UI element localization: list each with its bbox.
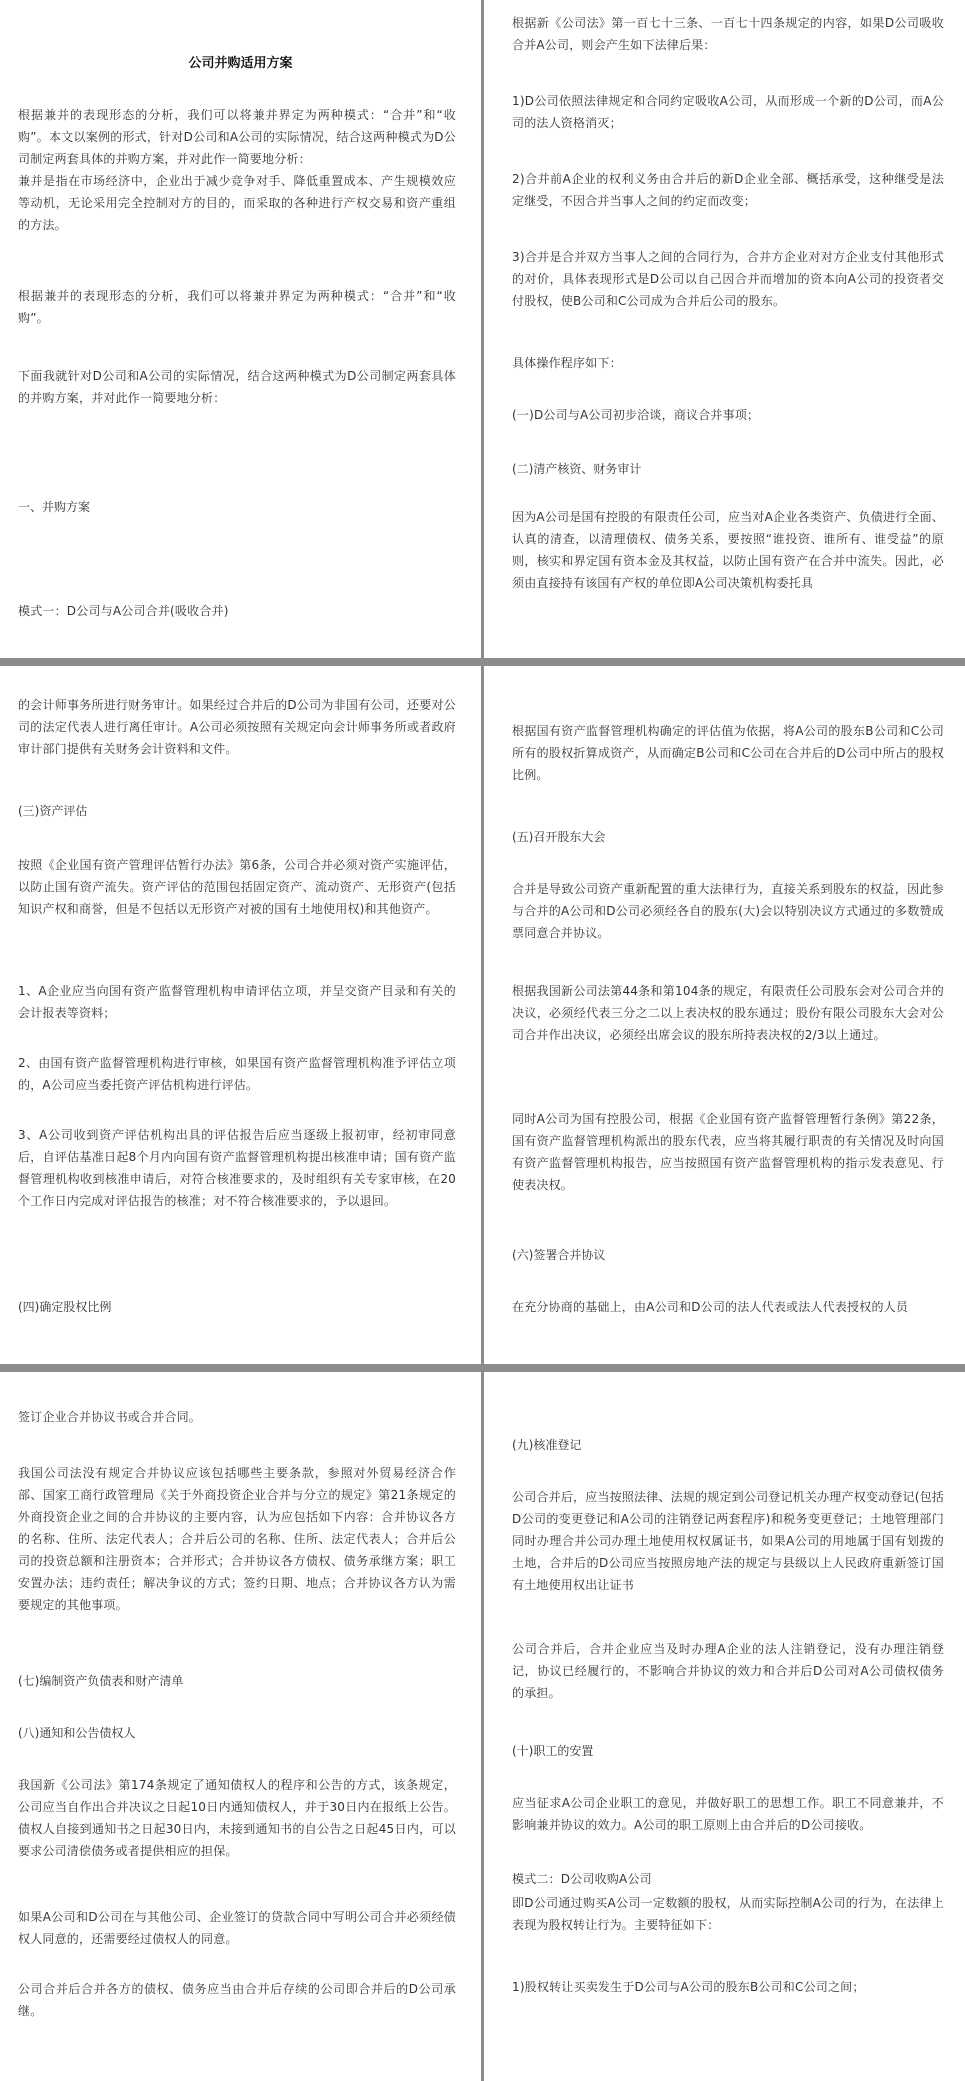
section-heading: (九)核准登记 bbox=[512, 1438, 582, 1452]
paragraph: 在充分协商的基础上，由A公司和D公司的法人代表或法人代表授权的人员 bbox=[512, 1300, 909, 1314]
section-heading: 一、并购方案 bbox=[18, 500, 91, 514]
document-title: 公司并购适用方案 bbox=[188, 56, 293, 71]
paragraph: 模式一：D公司与A公司合并(吸收合并) bbox=[18, 604, 229, 618]
paragraph: 根据我国新公司法第44条和第104条的规定，有限责任公司股东会对公司合并的决议，必须经代表三分之二以上表决权的股东通过；股份有限公司股东大会对公司合并作出决议，必须经出席会议的股东所持表决权的2/3以上通过。 bbox=[512, 984, 944, 1042]
paragraph: (一)D公司与A公司初步洽谈，商议合并事项； bbox=[512, 408, 760, 422]
document-page-2 bbox=[484, 0, 965, 658]
paragraph: 公司合并后，应当按照法律、法规的规定到公司登记机关办理产权变动登记(包括D公司的变更登记和A公司的注销登记两套程序)和税务变更登记；土地管理部门同时办理合并公司办理土地使用权权属证书，如果A公司的用地属于国有划拨的土地，合并后的D公司应当按照房地产法的规定与县级以上人民政府重新签订国有土地使用权出让证书 bbox=[512, 1490, 944, 1592]
paragraph: 3、A公司收到资产评估机构出具的评估报告后应当逐级上报初审，经初审同意后，自评估基准日起8个月内向国有资产监督管理机构提出核准申请；国有资产监督管理机构收到核准申请后，对符合核准要求的，及时组织有关专家审核，在20个工作日内完成对评估报告的核准；对不符合核准要求的，予以退回。 bbox=[18, 1128, 456, 1208]
section-heading: (五)召开股东大会 bbox=[512, 830, 606, 844]
paragraph: 1、A企业应当向国有资产监督管理机构申请评估立项，并呈交资产目录和有关的会计报表等资料； bbox=[18, 984, 456, 1020]
paragraph: 兼并是指在市场经济中，企业出于减少竞争对手、降低重置成本、产生规模效应等动机，无论采用完全控制对方的目的，而采取的各种进行产权交易和资产重组的方法。 bbox=[18, 174, 456, 232]
paragraph: 1)股权转让买卖发生于D公司与A公司的股东B公司和C公司之间； bbox=[512, 1980, 865, 1994]
paragraph: 我国新《公司法》第174条规定了通知债权人的程序和公告的方式，该条规定，公司应当自作出合并决议之日起10日内通知债权人，并于30日内在报纸上公告。债权人自接到通知书之日起30日内，未接到通知书的自公告之日起45日内，可以要求公司清偿债务或者提供相应的担保。 bbox=[18, 1778, 456, 1858]
paragraph: 1)D公司依照法律规定和合同约定吸收A公司，从而形成一个新的D公司，而A公司的法人资格消灭； bbox=[512, 94, 944, 130]
paragraph: 根据兼并的表现形态的分析，我们可以将兼并界定为两种模式：“合并”和“收购”。本文以案例的形式，针对D公司和A公司的实际情况，结合这两种模式为D公司制定两套具体的并购方案，并对此作一简要地分析： bbox=[18, 108, 456, 166]
paragraph: 签订企业合并协议书或合并合同。 bbox=[18, 1410, 202, 1424]
paragraph: 的会计师事务所进行财务审计。如果经过合并后的D公司为非国有公司，还要对公司的法定代表人进行离任审计。A公司必须按照有关规定向会计师事务所或者政府审计部门提供有关财务会计资料和文件。 bbox=[18, 698, 456, 756]
document-page-5 bbox=[0, 1372, 481, 2081]
section-heading: (八)通知和公告债权人 bbox=[18, 1726, 136, 1740]
document-page-1 bbox=[0, 0, 481, 658]
paragraph: 公司合并后，合并企业应当及时办理A企业的法人注销登记，没有办理注销登记，协议已经履行的，不影响合并协议的效力和合并后D公司对A公司债权债务的承担。 bbox=[512, 1642, 944, 1700]
paragraph: 即D公司通过购买A公司一定数额的股权，从而实际控制A公司的行为，在法律上表现为股权转让行为。主要特征如下： bbox=[512, 1896, 944, 1932]
paragraph: 具体操作程序如下： bbox=[512, 356, 622, 370]
document-page-4 bbox=[484, 666, 965, 1364]
paragraph: 下面我就针对D公司和A公司的实际情况，结合这两种模式为D公司制定两套具体的并购方案，并对此作一简要地分析： bbox=[18, 369, 456, 405]
paragraph: 根据新《公司法》第一百七十三条、一百七十四条规定的内容，如果D公司吸收合并A公司，则会产生如下法律后果： bbox=[512, 16, 944, 52]
section-heading: (三)资产评估 bbox=[18, 804, 88, 818]
paragraph: 公司合并后合并各方的债权、债务应当由合并后存续的公司即合并后的D公司承继。 bbox=[18, 1982, 456, 2018]
section-heading: (六)签署合并协议 bbox=[512, 1248, 606, 1262]
paragraph: 应当征求A公司企业职工的意见，并做好职工的思想工作。职工不同意兼并，不影响兼并协议的效力。A公司的职工原则上由合并后的D公司接收。 bbox=[512, 1796, 944, 1832]
section-heading: (四)确定股权比例 bbox=[18, 1300, 112, 1314]
document-page-6 bbox=[484, 1372, 965, 2081]
paragraph: 2、由国有资产监督管理机构进行审核，如果国有资产监督管理机构准予评估立项的，A公司应当委托资产评估机构进行评估。 bbox=[18, 1056, 456, 1092]
paragraph: 2)合并前A企业的权利义务由合并后的新D企业全部、概括承受，这种继受是法定继受，不因合并当事人之间的约定而改变； bbox=[512, 172, 944, 208]
section-heading: (七)编制资产负债表和财产清单 bbox=[18, 1674, 184, 1688]
paragraph: 按照《企业国有资产管理评估暂行办法》第6条，公司合并必须对资产实施评估，以防止国有资产流失。资产评估的范围包括固定资产、流动资产、无形资产(包括知识产权和商誉，但是不包括以无形资产对被的国有土地使用权)和其他资产。 bbox=[18, 858, 456, 916]
paragraph: 模式二：D公司收购A公司 bbox=[512, 1872, 652, 1886]
paragraph: 我国公司法没有规定合并协议应该包括哪些主要条款，参照对外贸易经济合作部、国家工商行政管理局《关于外商投资企业合并与分立的规定》第21条规定的外商投资企业之间的合并协议的主要内容，认为应包括如下内容：合并协议各方的名称、住所、法定代表人；合并后公司的名称、住所、法定代表人；合并后公司的投资总额和注册资本；合并形式；合并协议各方债权、债务承继方案；职工安置办法；违约责任；解决争议的方式；签约日期、地点；合并协议各方认为需要规定的其他事项。 bbox=[18, 1466, 456, 1612]
paragraph: 根据国有资产监督管理机构确定的评估值为依据，将A公司的股东B公司和C公司所有的股权折算成资产，从而确定B公司和C公司在合并后的D公司中所占的股权比例。 bbox=[512, 724, 944, 782]
paragraph: 合并是导致公司资产重新配置的重大法律行为，直接关系到股东的权益，因此参与合并的A公司和D公司必须经各自的股东(大)会以特别决议方式通过的多数赞成票同意合并协议。 bbox=[512, 882, 944, 940]
section-heading: (二)清产核资、财务审计 bbox=[512, 462, 642, 476]
paragraph: 因为A公司是国有控股的有限责任公司，应当对A企业各类资产、负债进行全面、认真的清查，以清理债权、债务关系，要按照“谁投资、谁所有、谁受益”的原则，核实和界定国有资本金及其权益，以防止国有资产在合并中流失。因此，必须由直接持有该国有产权的单位即A公司决策机构委托具 bbox=[512, 510, 944, 590]
paragraph: 如果A公司和D公司在与其他公司、企业签订的贷款合同中写明公司合并必须经债权人同意的，还需要经过债权人的同意。 bbox=[18, 1910, 456, 1946]
section-heading: (十)职工的安置 bbox=[512, 1744, 594, 1758]
paragraph: 3)合并是合并双方当事人之间的合同行为，合并方企业对对方企业支付其他形式的对价，具体表现形式是D公司以自己因合并而增加的资本向A公司的投资者交付股权，使B公司和C公司成为合并后公司的股东。 bbox=[512, 250, 944, 308]
paragraph: 同时A公司为国有控股公司，根据《企业国有资产监督管理暂行条例》第22条，国有资产监督管理机构派出的股东代表，应当将其履行职责的有关情况及时向国有资产监督管理机构报告，应当按照国有资产监督管理机构的指示发表意见、行使表决权。 bbox=[512, 1112, 944, 1192]
document-page-3 bbox=[0, 666, 481, 1364]
paragraph: 根据兼并的表现形态的分析，我们可以将兼并界定为两种模式：“合并”和“收购”。 bbox=[18, 289, 456, 325]
